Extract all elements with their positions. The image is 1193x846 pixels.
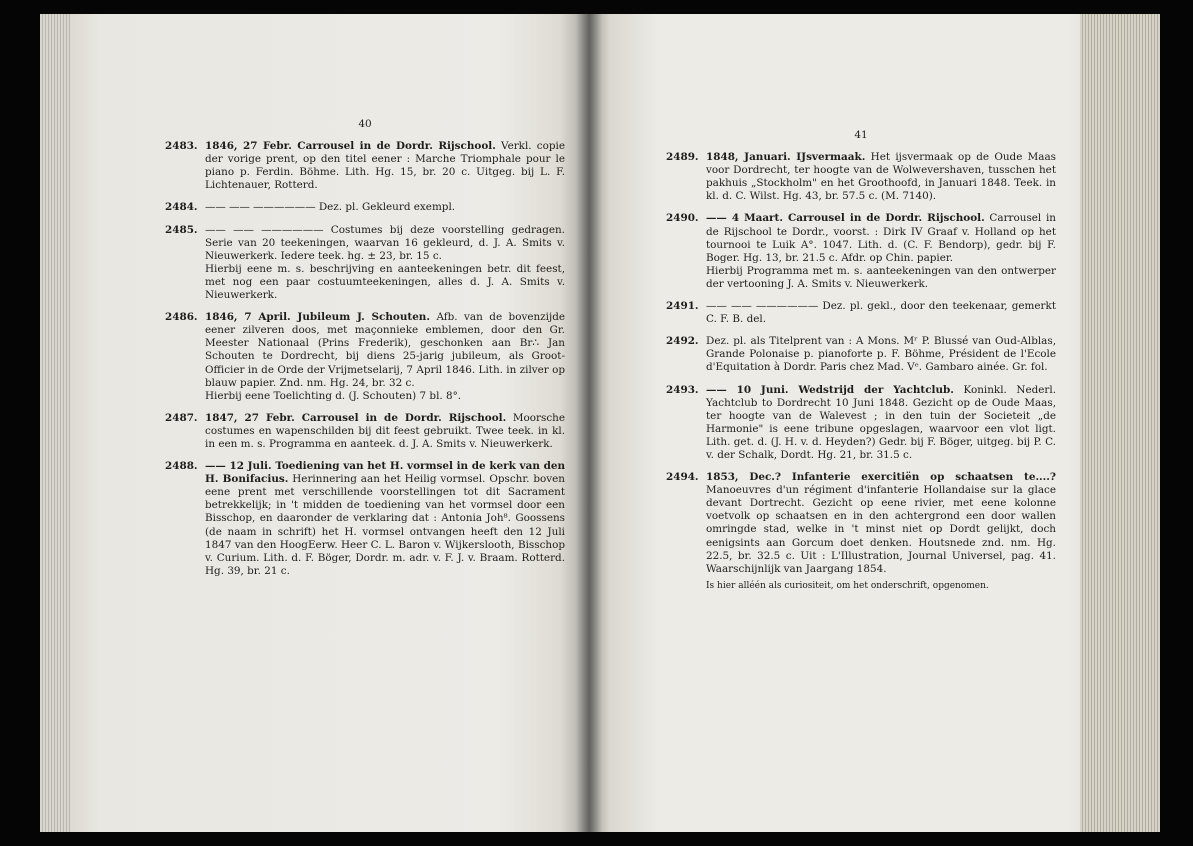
right-page (588, 14, 1160, 832)
entry-extra: Hierbij eene Toelichting d. (J. Schouten) 7 bl. 8°. (205, 389, 462, 402)
entry-heading: —— 10 Juni. Wedstrijd der Yachtclub. (706, 383, 954, 396)
left-page-edges (40, 14, 70, 832)
entry-number: 2483. (165, 140, 198, 153)
entry-text: —— —— —————— Dez. pl. gekl., door den teekenaar, gemerkt C. F. B. del. (706, 300, 1056, 326)
right-page-edges (1080, 14, 1160, 832)
catalog-entry-2488 (165, 460, 565, 578)
entry-extra: Hierbij Programma met m. s. aanteekeningen van den ontwerper der vertooning J. A. Smits v. Nieuwerkerk. (706, 264, 1056, 290)
entry-number: 2490. (666, 212, 699, 225)
entry-number: 2493. (666, 383, 699, 396)
entry-text: Afb. van de bovenzijde eener zilveren doos, met maçonnieke emblemen, door den Gr. Meester Nationaal (Prins Frederik), geschonken aan Br∴ Jan Schouten te Dordrecht, bij diens 25-jarig jubileum, als Groot-Officier in de Orde der Vrijmetselarij, 7 April 1846. Lith. in zilver op blauw papier. Znd. nm. Hg. 24, br. 32 c. (205, 311, 565, 389)
right-page-content (666, 129, 1056, 592)
entry-number: 2489. (666, 151, 699, 164)
footnote: Is hier alléén als curiositeit, om het onderschrift, opgenomen. (706, 580, 989, 591)
book-spread (40, 14, 1160, 832)
entry-heading: —— 12 Juli. Toediening van het H. vormsel in de kerk van den H. Bonifacius. (205, 460, 565, 486)
catalog-entry-2491 (666, 300, 1056, 326)
catalog-entry-2492 (666, 335, 1056, 374)
catalog-entry-2494 (666, 471, 1056, 576)
entry-heading: 1848, Januari. IJsvermaak. (706, 151, 866, 164)
catalog-entry-2487 (165, 412, 565, 451)
entry-text: Moorsche costumes en wapenschilden bij dit feest gebruikt. Twee teek. in kl. in een m. s. Programma en aanteek. d. J. A. Smits v. Nieuwerkerk. (205, 411, 565, 450)
entry-number: 2485. (165, 223, 198, 236)
catalog-entry-2483 (165, 140, 565, 192)
entry-number: 2491. (666, 300, 699, 313)
catalog-entry-2489 (666, 151, 1056, 203)
entry-text: Herinnering aan het Heilig vormsel. Opschr. boven eene prent met verschillende voorstellingen tot dit Sacrament betrekkelijk; in 't midden de toediening van het vormsel door een Bisschop, en daaronder de verklaring dat : Antonia Joh⁸. Goossens (de naam in schrift) het H. vormsel ontvangen heeft den 12 Juli 1847 van den HoogEerw. Heer C. L. Baron v. Wijkerslooth, Bisschop v. Curium. Lith. d. F. Böger, Dordr. m. adr. v. F. J. v. Braam. Rotterd. Hg. 39, br. 21 c. (205, 473, 565, 577)
entry-text: Verkl. copie der vorige prent, op den titel eener : Marche Triomphale pour le piano p. Ferdin. Böhme. Lith. Hg. 15, br. 20 c. Uitgeg. bij L. F. Lichtenauer, Rotterd. (205, 140, 565, 192)
entry-extra: Hierbij eene m. s. beschrijving en aanteekeningen betr. dit feest, met nog een paar costuumteekeningen, alles d. J. A. Smits v. Nieuwerkerk. (205, 262, 565, 302)
entry-text: Koninkl. Nederl. Yachtclub to Dordrecht 10 Juni 1848. Gezicht op de Oude Maas, ter hoogte van de Walevest ; in den tuin der Societeit „de Harmonie" is eene tribune opgeslagen, waarvoor een vlot ligt. Lith. get. d. (J. H. v. d. Heyden?) Gedr. bij F. Böger, uitgeg. bij P. C. v. der Schalk, Dordt. Hg. 21, br. 31.5 c. (706, 383, 1057, 461)
entry-number: 2494. (666, 471, 699, 484)
entry-heading: —— 4 Maart. Carrousel in de Dordr. Rijschool. (706, 212, 985, 225)
entry-text: Dez. pl. als Titelprent van : A Mons. Mʳ P. Blussé van Oud-Alblas, Grande Polonaise p. pianoforte p. F. Böhme, Président de l'Ecole d'Equitation à Dordr. Paris chez Mad. Vᵉ. Gambaro ainée. Gr. fol. (706, 335, 1056, 374)
entry-heading: 1853, Dec.? Infanterie exercitiën op schaatsen te....? (706, 471, 1056, 484)
entry-text: Manoeuvres d'un régiment d'infanterie Hollandaise sur la glace devant Dortrecht. Gezicht op eene rivier, met eene kolonne voetvolk op schaatsen en in den achtergrond een door wallen omringde stad, welke in 't minst niet op Dordt gelijkt, doch eenigsints aan Gorcum doet denken. Houtsnede znd. nm. Hg. 22.5, br. 32.5 c. Uit : L'Illustration, Journal Universel, pag. 41. Waarschijnlijk van Jaargang 1854. (706, 484, 1056, 575)
catalog-entry-2485 (165, 224, 565, 303)
book-gutter (576, 14, 602, 832)
entry-text: —— —— —————— Costumes bij deze voorstelling gedragen. Serie van 20 teekeningen, waarvan 16 gekleurd, d. J. A. Smits v. Nieuwerkerk. Iedere teek. hg. ± 23, br. 15 c. (205, 223, 565, 262)
entry-number: 2487. (165, 411, 198, 424)
catalog-entry-2484 (165, 201, 565, 214)
entry-number: 2486. (165, 311, 198, 324)
catalog-entry-2486 (165, 311, 565, 403)
catalog-entry-2490 (666, 212, 1056, 291)
left-page-number: 40 (358, 118, 372, 130)
left-page (40, 14, 588, 832)
entry-heading: 1846, 27 Febr. Carrousel in de Dordr. Rijschool. (205, 140, 496, 153)
entry-text: —— —— —————— Dez. pl. Gekleurd exempl. (205, 201, 456, 214)
entry-number: 2484. (165, 201, 198, 214)
entry-text: Carrousel in de Rijschool te Dordr., voorst. : Dirk IV Graaf v. Holland op het tournooi te Luik A°. 1047. Lith. d. (C. F. Bendorp), gedr. bij F. Boger. Hg. 13, br. 21.5 c. Afdr. op Chin. papier. (706, 212, 1056, 264)
entry-number: 2488. (165, 460, 198, 473)
entry-heading: 1846, 7 April. Jubileum J. Schouten. (205, 311, 430, 324)
entry-heading: 1847, 27 Febr. Carrousel in de Dordr. Rijschool. (205, 411, 507, 424)
entry-text: Het ijsvermaak op de Oude Maas voor Dordrecht, ter hoogte van de Wolwevershaven, tusschen het pakhuis „Stockholm" en het Groothoofd, in Januari 1848. Teek. in kl. d. C. Wilst. Hg. 43, br. 57.5 c. (M. 7140). (706, 151, 1057, 203)
catalog-entry-2493 (666, 384, 1056, 463)
entry-number: 2492. (666, 335, 699, 348)
right-page-number: 41 (854, 129, 868, 141)
left-page-content (165, 118, 565, 587)
